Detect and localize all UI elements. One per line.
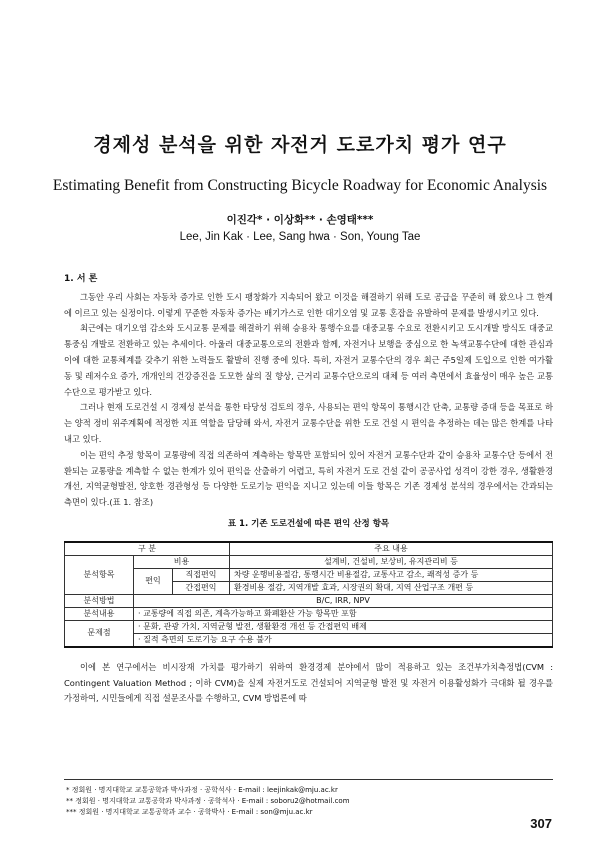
page-number: 307: [530, 816, 552, 831]
paragraph-2: 최근에는 대기오염 감소와 도시교통 문제를 해결하기 위해 승용차 통행수요를 대중교통 수요로 전환시키고 도시개발 방식도 대중교통중심 개발로 전환하고 있는 추세이다. 아울러 대중교통으로의 전환과 함께, 자전거나 보행을 중심으로 한 녹색교통수단에 대한 관심과 이에 대한 교통체계를 갖추기 위한 노력들도 활발히 진행 중에 있다. 특히, 자전거 교통수단의 경우 최근 주5일제 도입으로 인한 여가활동 및 레저수요 증가, 개개인의 건강증진을 도모한 삶의 질 향상, 근거리 교통수단으로의 대체 등 여러 측면에서 효율성이 매우 높은 교통수단으로 평가받고 있다.: [64, 323, 553, 397]
table-cell: 설계비, 건설비, 보상비, 유지관리비 등: [230, 555, 553, 568]
table-cell: 문제점: [65, 620, 134, 647]
authors-korean: 이진각* · 이상화** · 손영태***: [226, 214, 374, 226]
table-caption: 표 1. 기존 도로건설에 따른 편익 산정 항목: [227, 518, 390, 529]
table-header-row: [65, 542, 553, 556]
table-cell: 차량 운행비용절감, 통행시간 비용절감, 교통사고 감소, 쾌적성 증가 등: [230, 568, 553, 581]
title-english: Estimating Benefit from Constructing Bicycle Roadway for Economic Analysis: [52, 177, 548, 194]
table-cell: 편익: [134, 568, 173, 594]
authors-english: Lee, Jin Kak · Lee, Sang hwa · Son, Young Tae: [179, 231, 421, 243]
table-header-content: 주요 내용: [230, 542, 553, 556]
section-heading: 1. 서 론: [64, 274, 98, 284]
table-cell: 분석내용: [65, 607, 134, 620]
benefit-table: [64, 541, 553, 648]
footnote-3: *** 정회원 · 명지대학교 교통공학과 교수 · 공학박사 · E-mail : son@mju.ac.kr: [66, 808, 313, 816]
table-cell: 간접편익: [173, 581, 230, 594]
table-row: [65, 568, 553, 581]
paragraph-5: 이에 본 연구에서는 비시장재 가치를 평가하기 위하여 환경경제 분야에서 많이 적용하고 있는 조건부가치측정법(CVM : Contingent Valuation Method ; 이하 CVM)을 실제 자전거도로 건설되어 지역균형 발전 및 자전거 이용활성화가 극대화 될 경우를 가정하여, 시민들에게 직접 설문조사를 수행하고, CVM 방법론에 따: [64, 661, 553, 704]
paragraph-1: 그동안 우리 사회는 자동차 증가로 인한 도시 팽창화가 지속되어 왔고 이것을 해결하기 위해 도로 공급을 꾸준히 해 왔으나 그 한계에 이르고 있는 실정이다. 이렇게 꾸준한 자동차 증가는 배기가스로 인한 대기오염 및 교통 혼잡을 유발하여 문제를 발생시키고 있다.: [64, 291, 553, 318]
table-cell: · 교통량에 직접 의존, 계측가능하고 화폐환산 가능 항목만 포함: [134, 607, 553, 620]
title-korean: 경제성 분석을 위한 자전거 도로가치 평가 연구: [93, 134, 507, 156]
table-cell: · 질적 측면의 도로기능 요구 수용 불가: [134, 633, 553, 647]
footnote-1: * 정회원 · 명지대학교 교통공학과 박사과정 · 공학석사 · E-mail : leejinkak@mju.ac.kr: [66, 786, 338, 794]
footnotes: [64, 779, 553, 818]
paragraph-3: 그러나 현재 도로건설 시 경제성 분석을 통한 타당성 검토의 경우, 사용되는 편익 항목이 통행시간 단축, 교통량 증대 등을 목표로 하는 양적 정비 위주계획에 적정한 지표 역할을 담당해 와서, 자전거 교통수단을 위한 도로 건설 시 편익을 추정하는 데는 많은 한계를 나타내고 있다.: [64, 402, 553, 444]
footnote-2: ** 정회원 · 명지대학교 교통공학과 박사과정 · 공학석사 · E-mail : soboru2@hotmail.com: [66, 797, 350, 805]
table-cell: 분석항목: [65, 555, 134, 594]
table-cell: 환경비용 절감, 지역개발 효과, 시장권의 확대, 지역 산업구조 개편 등: [230, 581, 553, 594]
table-cell: · 문화, 관광 가치, 지역균형 발전, 생활환경 개선 등 간접편익 배제: [134, 620, 553, 633]
table-header-category: 구 분: [65, 542, 230, 556]
table-cell: B/C, IRR, NPV: [134, 594, 553, 607]
table-cell: 비용: [134, 555, 230, 568]
body-text: [64, 272, 553, 707]
table-cell: 직접편익: [173, 568, 230, 581]
table-row: [65, 633, 553, 647]
paragraph-4: 이는 편익 추정 항목이 교통량에 직접 의존하여 계측하는 항목만 포함되어 있어 자전거 교통수단과 같이 승용차 교통수단 등에서 전환되는 교통량을 계측할 수 없는 한계가 있어 편익을 산출하기 어렵고, 특히 자전거 도로 건설 같이 공공사업 성격이 강한 경우, 생활환경개선, 지역균형발전, 양호한 경관형성 등 다양한 도로기능 편익을 지니고 있는데 이들 항목은 기존 경제성 분석의 경우에서는 간과되는 측면이 있다.(표 1. 참조): [64, 449, 553, 508]
table-row: [65, 594, 553, 607]
table-row: [65, 555, 553, 568]
table-row: [65, 620, 553, 633]
table-row: [65, 607, 553, 620]
table-cell: 분석방법: [65, 594, 134, 607]
